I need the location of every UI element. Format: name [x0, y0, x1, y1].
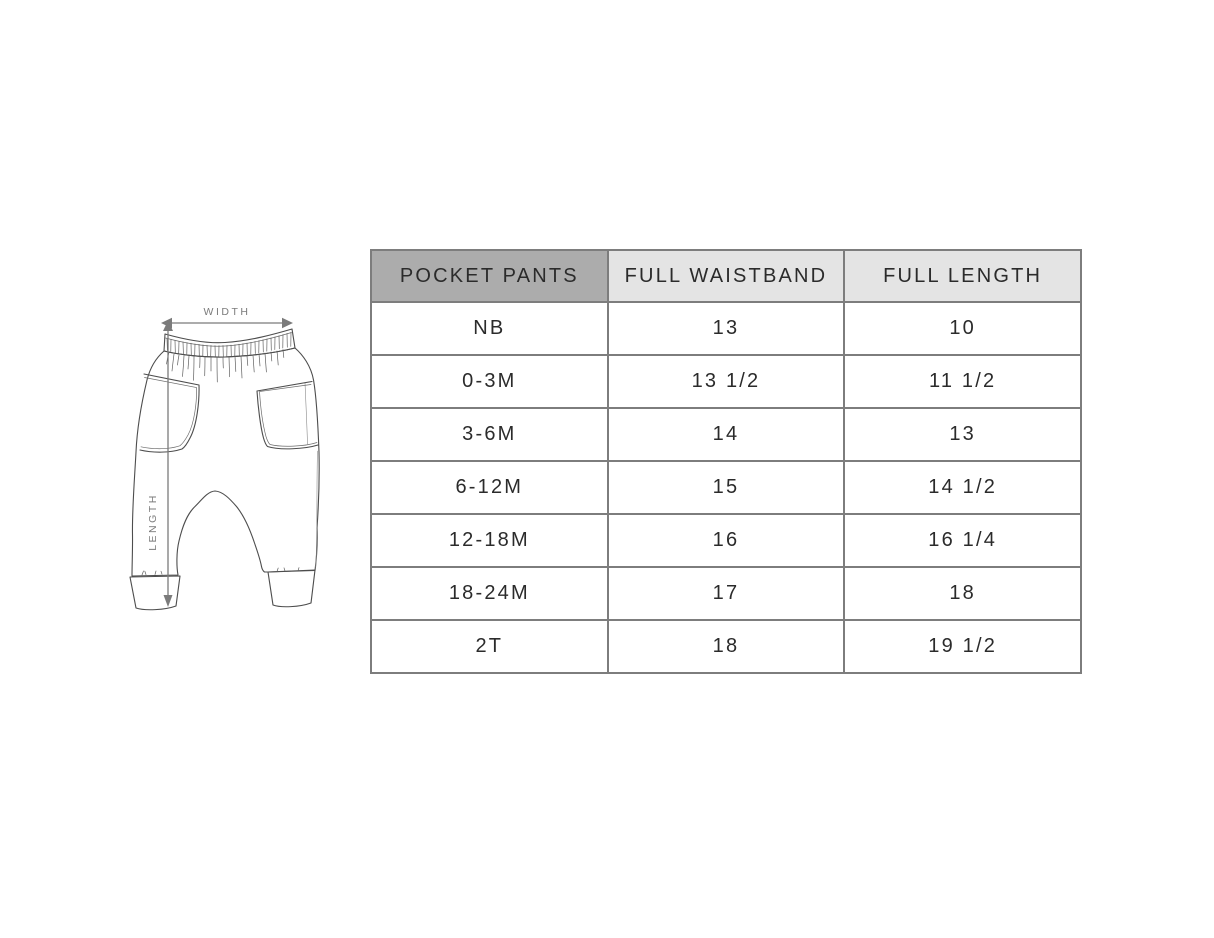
size-cell: 2T: [371, 620, 608, 673]
size-cell: 6-12M: [371, 461, 608, 514]
left-cuff: [130, 571, 180, 610]
pants-diagram: [115, 295, 330, 625]
table-row: [371, 514, 1081, 567]
table-row: [371, 567, 1081, 620]
table-row: [371, 302, 1081, 355]
column-header-full-waistband: FULL WAISTBAND: [608, 250, 845, 302]
waistband-cell: 16: [608, 514, 845, 567]
length-cell: 13: [844, 408, 1081, 461]
column-header-full-length: FULL LENGTH: [844, 250, 1081, 302]
right-pocket: [257, 382, 318, 449]
table-row: [371, 408, 1081, 461]
header-row: [371, 250, 1081, 302]
width-dimension-label: WIDTH: [203, 306, 251, 318]
waistband-cell: 15: [608, 461, 845, 514]
size-cell: 12-18M: [371, 514, 608, 567]
length-cell: 10: [844, 302, 1081, 355]
length-arrow: [163, 321, 173, 608]
waistband-cell: 14: [608, 408, 845, 461]
waistband-cell: 13: [608, 302, 845, 355]
length-cell: 19 1/2: [844, 620, 1081, 673]
side-seam-lines: [305, 383, 318, 567]
waistband-cell: 18: [608, 620, 845, 673]
table-row: [371, 355, 1081, 408]
size-cell: 18-24M: [371, 567, 608, 620]
left-pocket: [140, 374, 199, 452]
waistband-cell: 17: [608, 567, 845, 620]
waistband-elastic-hatching: [167, 332, 291, 356]
pants-sketch-svg: [115, 295, 330, 625]
table-row: [371, 461, 1081, 514]
table-row: [371, 620, 1081, 673]
size-cell: 0-3M: [371, 355, 608, 408]
size-cell: NB: [371, 302, 608, 355]
right-cuff: [268, 568, 315, 607]
size-chart-table: [370, 249, 1082, 674]
column-header-pocket-pants: POCKET PANTS: [371, 250, 608, 302]
pants-body-outline: [132, 348, 319, 576]
waistband-cell: 13 1/2: [608, 355, 845, 408]
width-arrow: [161, 318, 293, 328]
length-cell: 11 1/2: [844, 355, 1081, 408]
size-cell: 3-6M: [371, 408, 608, 461]
length-cell: 14 1/2: [844, 461, 1081, 514]
length-cell: 16 1/4: [844, 514, 1081, 567]
length-dimension-label: LENGTH: [147, 493, 159, 551]
length-cell: 18: [844, 567, 1081, 620]
